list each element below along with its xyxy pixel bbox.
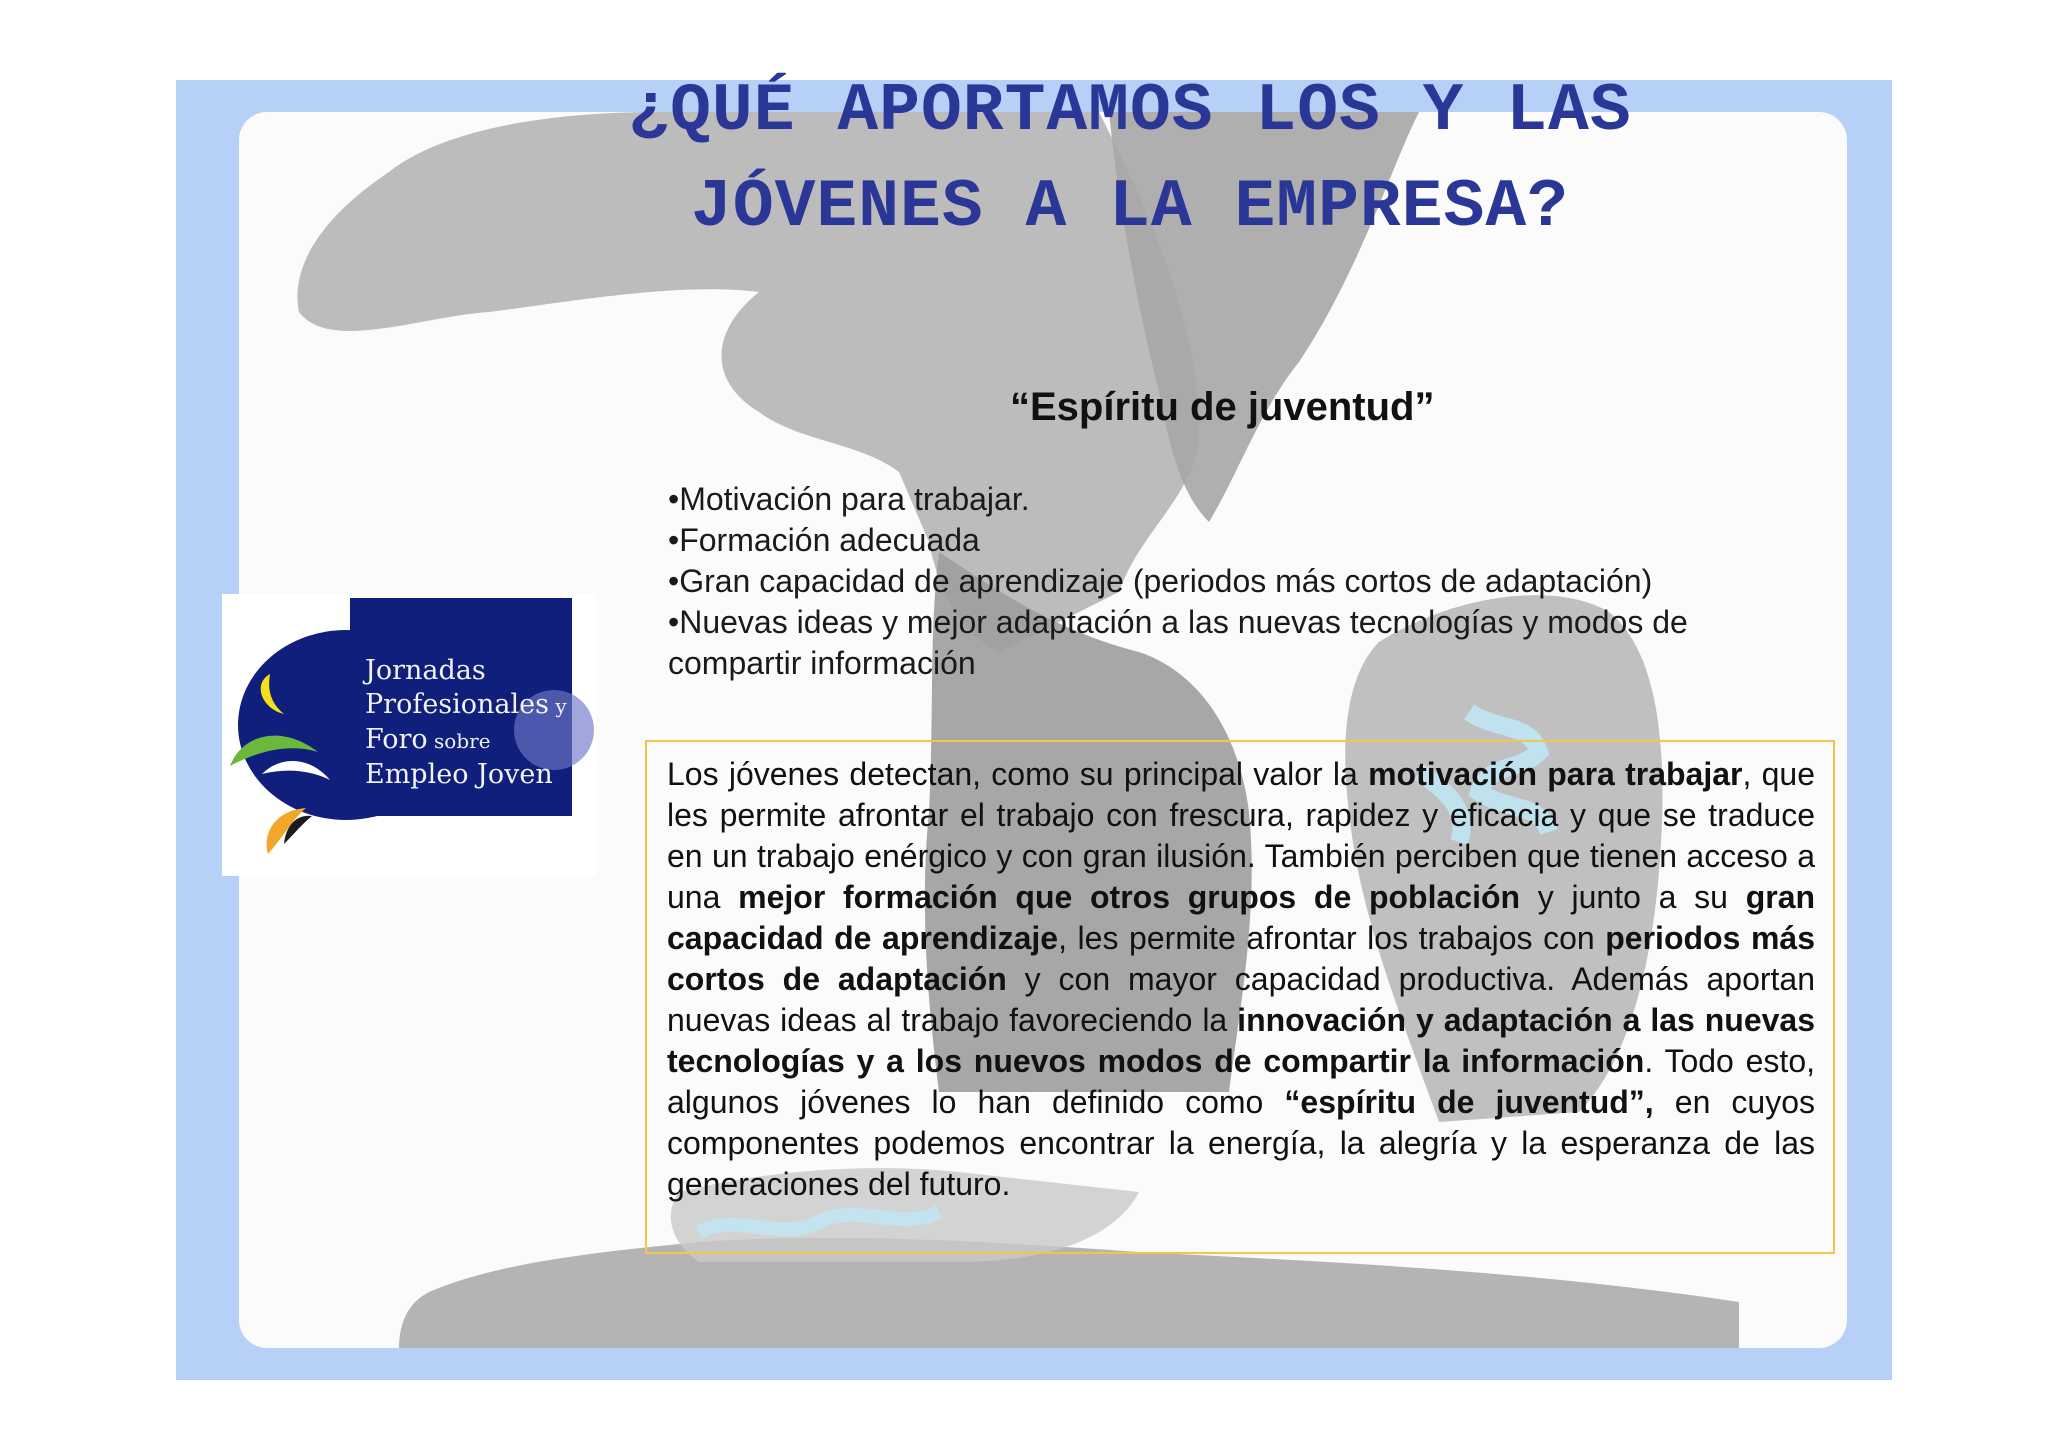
bullet-item: •Nuevas ideas y mejor adaptación a las nuevas tecnologías y modos de compartir información xyxy=(668,604,1688,681)
para-segment-bold: innovación y adaptación a las nuevas tecnologías y a los nuevos modos de compartir la información xyxy=(667,1002,1816,1079)
page-title xyxy=(430,64,1830,256)
para-segment: y junto a su xyxy=(1520,879,1746,915)
para-segment-bold: gran capacidad de aprendizaje xyxy=(667,879,1816,956)
bullet-item: •Gran capacidad de aprendizaje (periodos más cortos de adaptación) xyxy=(668,563,1653,599)
title-line: JÓVENES A LA EMPRESA? xyxy=(691,169,1569,246)
summary-paragraph xyxy=(667,754,1815,1205)
para-segment: , que les permite afrontar el trabajo con frescura, rapidez y eficacia y que se traduce en un trabajo enérgico y con gran ilusión. También perciben que tienen acceso a una xyxy=(667,756,1816,915)
para-segment-bold: motivación para trabajar xyxy=(1368,756,1743,792)
logo-line xyxy=(365,723,567,758)
logo-line-small: sobre xyxy=(427,729,491,753)
summary-text-box xyxy=(645,740,1835,1254)
para-segment-bold: mejor formación que otros grupos de población xyxy=(738,879,1521,915)
event-logo xyxy=(222,594,596,876)
para-segment: en cuyos componentes podemos encontrar la energía, la alegría y la esperanza de las generaciones del futuro. xyxy=(667,1084,1816,1202)
subtitle: “Espíritu de juventud” xyxy=(1010,385,1435,429)
logo-line-small: y xyxy=(549,694,567,718)
para-segment: , les permite afrontar los trabajos con xyxy=(1058,920,1606,956)
bullet-list xyxy=(668,479,1828,684)
para-segment-bold: periodos más cortos de adaptación xyxy=(667,920,1815,997)
para-segment: y con mayor capacidad productiva. Además aportan nuevas ideas al trabajo favoreciendo la xyxy=(667,961,1816,1038)
logo-line: Empleo Joven xyxy=(365,759,553,790)
bullet-item: •Motivación para trabajar. xyxy=(668,481,1030,517)
para-segment: . Todo esto, algunos jóvenes lo han definido como xyxy=(667,1043,1816,1120)
logo-text xyxy=(365,654,567,792)
shoe-shape xyxy=(399,1238,1739,1348)
logo-line-main: Foro xyxy=(365,724,428,755)
bullet-item: •Formación adecuada xyxy=(668,522,980,558)
logo-line-main: Profesionales xyxy=(365,689,550,720)
title-line: ¿QUÉ APORTAMOS LOS Y LAS xyxy=(628,73,1632,150)
para-segment-bold: “espíritu de juventud”, xyxy=(1284,1084,1654,1120)
logo-line: Jornadas xyxy=(365,655,486,686)
para-segment: Los jóvenes detectan, como su principal valor la xyxy=(667,756,1369,792)
logo-swirl-icon xyxy=(222,654,342,864)
logo-line xyxy=(365,688,567,723)
